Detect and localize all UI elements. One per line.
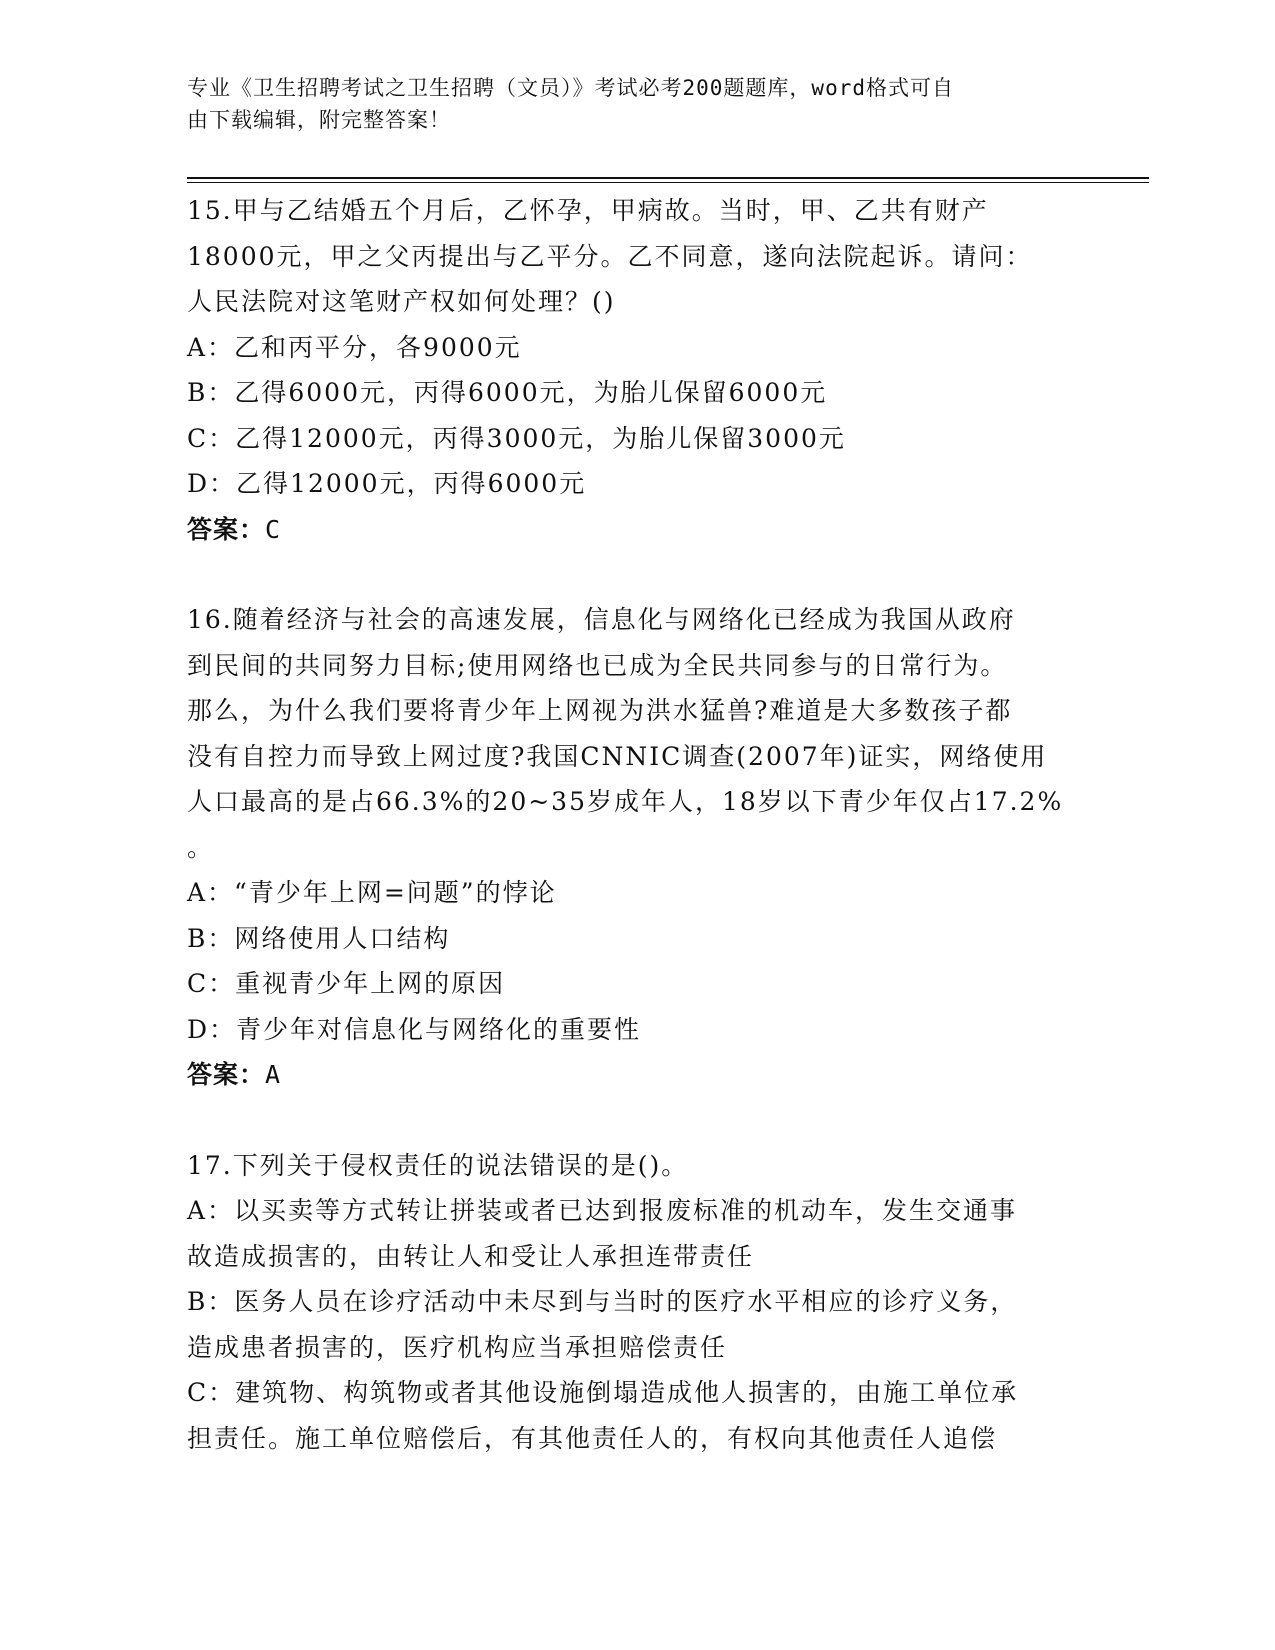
question-block xyxy=(187,1143,1087,1462)
answer-line xyxy=(187,1052,1087,1098)
option-a: A：以买卖等方式转让拼装或者已达到报废标准的机动车，发生交通事 xyxy=(187,1196,1018,1225)
option-b: B：医务人员在诊疗活动中未尽到与当时的医疗水平相应的诊疗义务， xyxy=(187,1287,1018,1316)
option-a: A：乙和丙平分，各9000元 xyxy=(187,332,522,362)
question-stem: 到民间的共同努力目标;使用网络也已成为全民共同参与的日常行为。 xyxy=(187,650,1008,680)
answer-value: A xyxy=(265,1060,282,1089)
question-list xyxy=(187,188,1087,1461)
question-stem: 人口最高的是占66.3%的20~35岁成年人，18岁以下青少年仅占17.2% xyxy=(187,787,1064,816)
question-stem: 没有自控力而导致上网过度?我国CNNIC调查(2007年)证实，网络使用 xyxy=(187,741,1048,771)
question-stem: 人民法院对这笔财产权如何处理？() xyxy=(187,287,616,316)
answer-line xyxy=(187,507,1087,553)
option-d: D：乙得12000元，丙得6000元 xyxy=(187,469,587,498)
question-stem: 那么，为什么我们要将青少年上网视为洪水猛兽?难道是大多数孩子都 xyxy=(187,696,1013,725)
question-stem: 18000元，甲之父丙提出与乙平分。乙不同意，遂向法院起诉。请问： xyxy=(187,241,1033,271)
option-b: B：乙得6000元，丙得6000元，为胎儿保留6000元 xyxy=(187,378,828,407)
page-header xyxy=(187,72,1067,136)
header-line: 专业《卫生招聘考试之卫生招聘（文员）》考试必考200题题库，word格式可自 xyxy=(187,76,954,100)
option-c-continued: 担责任。施工单位赔偿后，有其他责任人的，有权向其他责任人追偿 xyxy=(187,1423,998,1453)
option-b-continued: 造成患者损害的，医疗机构应当承担赔偿责任 xyxy=(187,1332,728,1362)
option-a-continued: 故造成损害的，由转让人和受让人承担连带责任 xyxy=(187,1241,755,1271)
question-block xyxy=(187,188,1087,552)
option-c: C：建筑物、构筑物或者其他设施倒塌造成他人损害的，由施工单位承 xyxy=(187,1378,1019,1407)
question-block xyxy=(187,597,1087,1098)
option-c: C：重视青少年上网的原因 xyxy=(187,969,506,998)
header-line: 由下载编辑，附完整答案！ xyxy=(187,108,451,132)
question-stem: 15.甲与乙结婚五个月后，乙怀孕，甲病故。当时，甲、乙共有财产 xyxy=(187,196,989,225)
question-stem: 17.下列关于侵权责任的说法错误的是()。 xyxy=(187,1150,689,1180)
answer-label: 答案： xyxy=(187,1060,266,1089)
answer-label: 答案： xyxy=(187,514,266,544)
option-c: C：乙得12000元，丙得3000元，为胎儿保留3000元 xyxy=(187,423,846,453)
header-divider xyxy=(187,182,1149,183)
option-a: A：“青少年上网=问题”的悖论 xyxy=(187,878,557,907)
question-stem: 。 xyxy=(187,832,215,862)
header-divider xyxy=(187,177,1149,179)
question-stem: 16.随着经济与社会的高速发展，信息化与网络化已经成为我国从政府 xyxy=(187,605,1016,634)
option-d: D：青少年对信息化与网络化的重要性 xyxy=(187,1014,642,1044)
answer-value: C xyxy=(265,514,282,544)
option-b: B：网络使用人口结构 xyxy=(187,923,451,953)
